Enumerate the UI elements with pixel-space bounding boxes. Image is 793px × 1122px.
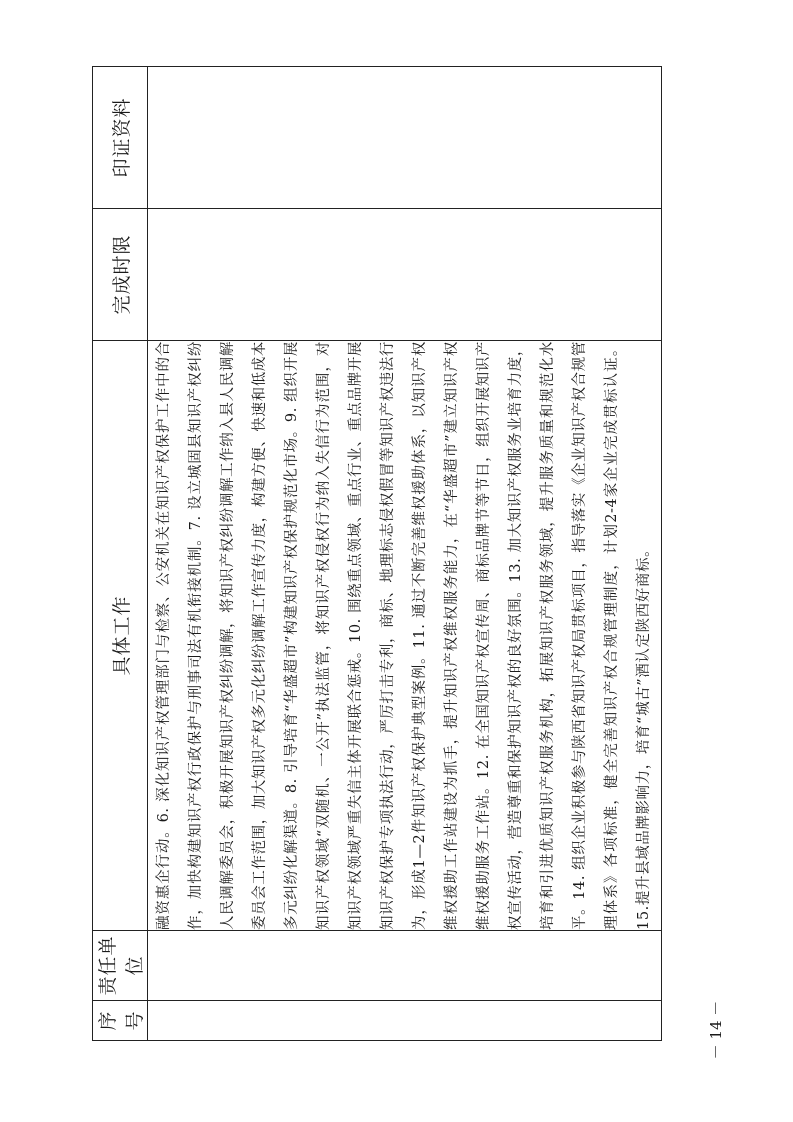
table-header-row xyxy=(93,67,148,1041)
header-unit: 责任单位 xyxy=(93,931,148,1001)
page-number: － 14 － xyxy=(706,1000,725,1060)
table-row xyxy=(148,67,662,1041)
header-no: 序号 xyxy=(93,1001,148,1041)
cell-work xyxy=(148,341,662,931)
work-table xyxy=(92,66,662,1041)
cell-unit xyxy=(148,931,662,1001)
rotated-page xyxy=(92,67,662,1041)
header-work: 具体工作 xyxy=(93,341,148,931)
cell-evidence xyxy=(148,67,662,209)
cell-no xyxy=(148,1001,662,1041)
work-description: 融资惠企行动。6. 深化知识产权管理部门与检察、公安机关在知识产权保护工作中的合作，加快构建知识产权行政保护与刑事司法有机衔接机制。7. 设立城固县知识产权纠纷人民调解委员会，积极开展知识产权纠纷调解，将知识产权纠纷调解工作纳入县人民调解委员会工作范围，加大知识产权多元化纠纷调解工作宣传力度，构建方便、快速和低成本多元纠纷化解渠道。8. 引导培育“华盛超市”构建知识产权保护规范化市场。9. 组织开展知识产权领域“双随机、一公开”执法监管，将知识产权侵权行为纳入失信行为范围，对知识产权领域严重失信主体开展联合惩戒。10. 围绕重点领域、重点行业、重点品牌开展知识产权保护专项执法行动，严厉打击专利，商标、地理标志侵权假冒等知识产权违法行为，形成1—2件知识产权保护典型案例。11. 通过不断完善维权援助体系，以知识产权维权援助工作站建设为抓手，提升知识产权维权服务能力，在“华盛超市”建立知识产权维权援助服务工作站。12. 在全国知识产权宣传周、商标品牌节等节日，组织开展知识产权宣传活动，营造尊重和保护知识产权的良好氛围。13. 加大知识产权服务业培育力度，培育和引进优质知识产权服务机构，拓展知识产权服务领域，提升服务质量和规范化水平。14. 组织企业积极参与陕西省知识产权局贯标项目，指导落实《企业知识产权合规管理体系》各项标准，健全完善知识产权合规管理制度，计划2-4家企业完成贯标认证。15.提升县域品牌影响力，培育“城古”酒认定陕西好商标。 xyxy=(156,341,652,930)
header-deadline: 完成时限 xyxy=(93,209,148,341)
cell-deadline xyxy=(148,209,662,341)
header-evidence: 印证资料 xyxy=(93,67,148,209)
